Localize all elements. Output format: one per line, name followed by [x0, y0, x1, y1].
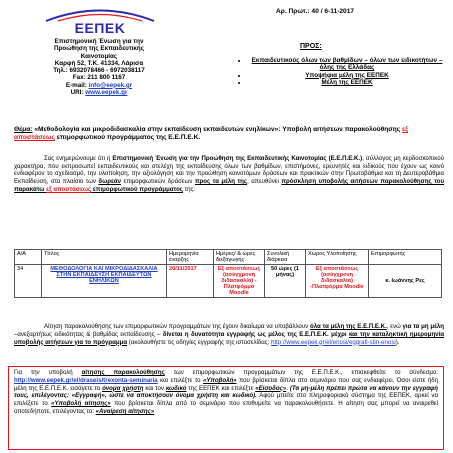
table-row	[15, 265, 442, 298]
para-text: Σας ενημερώνουμε ότι η	[44, 155, 113, 162]
header-cell: Ημέρες/ & ώρες διεξαγωγής	[214, 250, 265, 265]
org-line: Τηλ.: 6932078466 - 6972038117	[53, 67, 145, 75]
header-cell: Συνολική διάρκεια	[265, 250, 306, 265]
header-cell: Τίτλος	[42, 250, 167, 265]
subject-label: Θέμα:	[14, 126, 33, 133]
organization-info	[14, 38, 184, 96]
para-text: (ακολουθήστε τις οδηγίες εγγραφής της ιστοσελίδας:	[127, 338, 272, 346]
recipient-item: • Υποψήφια μέλη της ΕΕΠΕΚ	[248, 72, 446, 79]
org-line: Fax: 211 800 1167	[72, 74, 126, 82]
email-label: E-mail:	[65, 81, 89, 89]
all-members-label: όλα τα μέλη της Ε.Ε.Π.Ε.Κ.	[309, 323, 387, 330]
header-cell: Ημερομηνία έναρξης	[167, 250, 214, 265]
login-label: «Είσοδος»	[255, 384, 287, 392]
para-text: –ανεξαρτήτως ειδικότητας & βαθμίδας εκπαίδευσης –	[14, 330, 163, 338]
application-instructions-box	[8, 366, 444, 450]
venue: Εξ αποστάσεως (ασύγχρονη διδασκαλία) -Πλατφόρμα Moodle	[306, 265, 369, 298]
cancel-application-label: «Αναίρεση αίτησης»	[95, 407, 155, 415]
seminars-link[interactable]: http://www.eepek.gr/el/draseis/trexonta-seminaria	[14, 376, 158, 384]
invitation-text: πρόσκληση υποβολής αιτήσεων παρακολούθησης του παρακάτω	[14, 178, 444, 193]
submit-application-label: «Υποβολή αίτησης»	[51, 400, 111, 408]
non-member-note: (Τα μη-μέλη πρέπει πρώτα να κάνουν την εγγραφή τους, επιλέγοντας: «Εγγραφή», ώστε να αποκτήσουν όνομα χρήστη και κωδικό).	[14, 384, 438, 400]
header-cell: Επιμορφωτής	[369, 250, 442, 265]
submit-label: «Υποβολή»	[203, 376, 237, 384]
org-line: Προώθηση της Εκπαιδευτικής	[53, 45, 145, 53]
logo-text: ΕΕΠΕΚ	[74, 20, 126, 36]
email-link[interactable]: info@eepek.gr	[88, 81, 133, 89]
protocol-number: Αρ. Πρωτ.: 40 / 6-11-2017	[276, 8, 355, 15]
application-label: αίτησης παρακολούθησης	[81, 369, 165, 376]
deadline-note: και την καταληκτική ημερομηνία υποβολής αιτήσεων για το πρόγραμμα	[14, 330, 444, 346]
para-text: ).	[395, 338, 400, 346]
subject-text-end: επιμορφωτικού προγράμματος της Ε.Ε.Π.Ε.Κ.	[54, 134, 201, 141]
box-text: και τον	[143, 384, 166, 392]
box-text: που βρίσκεται δίπλα στο σεμινάριο που σας ενδιαφέρει. Όσοι είστε ήδη μέλη της Ε.Ε.Π.Ε.Κ. εισάγετε το	[14, 376, 438, 392]
non-members-label: για τα μη μέλη	[402, 323, 444, 330]
para-text: της:	[182, 185, 196, 193]
registration-link[interactable]: http://www.eepek.gr/el/enosi/eggrafi-stin-enosi	[271, 338, 396, 346]
username-label: όνομα χρήστη	[102, 384, 144, 392]
subject-text: «Μεθοδολογία και μικροδιδασκαλία στην εκπαίδευση εκπαιδευτών ενηλίκων»: Υποβολή αιτήσεων παρακολούθησης	[32, 126, 403, 133]
free-label: δωρεάν	[98, 178, 122, 186]
para-text: , ενώ	[386, 323, 403, 330]
eligibility-paragraph	[14, 323, 444, 346]
program-title-link[interactable]: ΜΕΘΟΔΟΛΟΓΙΑ ΚΑΙ ΜΙΚΡΟΔΙΔΑΣΚΑΛΙΑ ΣΤΗΝ ΕΚΠΑΙΔΕΥΣΗ ΕΚΠΑΙΔΕΥΤΩΝ ΕΝΗΛΙΚΩΝ	[42, 265, 167, 298]
intro-paragraph	[14, 155, 444, 194]
org-line: Καινοτομίας	[80, 52, 118, 60]
subject-highlight: εξ αποστάσεως	[14, 126, 409, 141]
box-text: των επιμορφωτικών προγραμμάτων της Ε.Ε.Π.Ε.Κ., επισκεφθείτε το σύνδεσμο:	[164, 369, 438, 376]
recipients-list	[236, 57, 446, 86]
org-line: Καρφή 52, Τ.Κ. 41334, Λάρισα	[54, 59, 144, 67]
box-text: .	[286, 384, 290, 392]
trainer: κ. Ιωάννης Ρες	[369, 265, 442, 298]
website-link[interactable]: www.eepek.gr	[85, 89, 128, 97]
header-cell: Α/Α	[15, 250, 42, 265]
para-text: , απευθύνει	[247, 178, 282, 186]
duration: 50 ώρες (1 μήνας)	[265, 265, 306, 298]
email-line	[14, 82, 184, 89]
password-label: κωδικό	[165, 384, 187, 392]
url-line	[14, 89, 184, 96]
eepek-logo	[36, 6, 164, 38]
box-text: που βρίσκεται δίπλα από το σεμινάριο που επιθυμείτε να παρακολουθήσετε. Η αίτηση σας μπορεί να αναιρεθεί οποτεδήποτε, επιλέγοντας το:	[14, 400, 438, 415]
org-name: Επιστημονική Ένωση για την Προώθηση της Εκπαιδευτικής Καινοτομίας (Ε.Ε.Π.Ε.Κ.)	[112, 155, 363, 162]
registration-note: δίνεται η δυνατότητα εγγραφής ως μέλος της Ε.Ε.Π.Ε.Κ. μέχρι	[162, 330, 347, 338]
start-date: 20/11/2017	[167, 265, 214, 298]
box-text: και επιλέξτε το	[157, 376, 204, 384]
header-cell: Χώρος Υλοποίησης	[306, 250, 369, 265]
schedule: Εξ αποστάσεως (ασύγχρονη διδασκαλία) - Πλατφόρμα Moodle	[214, 265, 265, 298]
program-label: επιμορφωτικού προγράμματος	[91, 185, 183, 193]
para-text: Αίτηση παρακολούθησης των επιμορφωτικών προγραμμάτων της έχουν δικαίωμα να υποβάλλουν	[44, 323, 310, 330]
program-table	[14, 249, 442, 298]
box-text: Για την υποβολή	[14, 369, 82, 376]
table-header-row	[15, 250, 442, 265]
box-text: της ΕΕΠΕΚ και επιλέξτε	[186, 384, 256, 392]
row-number: 34	[15, 265, 42, 298]
distance-label: εξ αποστάσεως	[46, 185, 92, 193]
members-label: προς τα μέλη της	[194, 178, 248, 186]
url-label: URI:	[70, 89, 86, 97]
subject-line	[14, 126, 444, 142]
recipient-item: • Εκπαιδευτικούς όλων των βαθμίδων – όλων των ειδικοτήτων – όλης της Ελλάδας	[248, 57, 446, 72]
para-text: , σύλλογος μη κερδοσκοπικού χαρακτήρα, που εκπροσωπεί εκπαιδευτικούς και στελέχη της εκπαίδευσης όλων των βαθμίδων, επιστήμονες, ερευνητές και ειδικούς που έχουν ως κοινό ενδιαφέρον το σχεδιασμό, την υλοποίηση, την αξιολόγηση και την προώθηση καινοτόμων δράσεων και πρακτικών στην Πρωτοβάθμια και τη Δευτεροβάθμια Εκπαίδευση, στο πλαίσιο των	[14, 155, 444, 186]
box-text: Αφού μπείτε στο πληροφοριακό σύστημα της ΕΕΠΕΚ, αρκεί να επιλέξετε το	[14, 392, 438, 408]
para-text: επιμορφωτικών δράσεων	[121, 178, 195, 186]
recipients-title: ΠΡΟΣ:	[300, 43, 322, 50]
org-line: Επιστημονική Ένωση για την	[54, 38, 144, 45]
recipient-item: • Μέλη της ΕΕΠΕΚ	[248, 79, 446, 86]
